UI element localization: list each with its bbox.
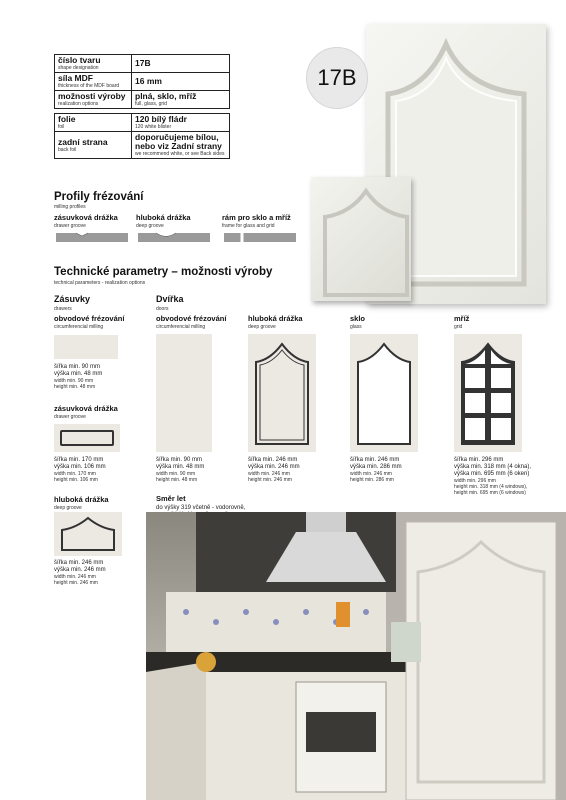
kitchen-photo-art — [146, 512, 566, 800]
doors-sub: doors — [156, 306, 169, 312]
spec-value: doporučujeme bílou, nebo viz Zadní strany — [135, 132, 222, 151]
spec-value: 16 mm — [135, 76, 162, 86]
spec-table — [54, 54, 230, 159]
drawer-size-cz: šířka min. 246 mm výška min. 246 mm — [54, 560, 106, 573]
spec-value-en: we recommend white, or see Back sides — [135, 151, 225, 157]
frame-profile — [222, 230, 298, 244]
drawer-sample-groove — [54, 424, 120, 452]
tech-title: Technické parametry – možnosti výroby — [54, 266, 273, 278]
profile-label: hluboká drážka — [136, 213, 191, 222]
door-sample-deep — [248, 334, 316, 452]
spec-key: folie — [58, 114, 76, 124]
door-size-en: width min. 296 mm height min. 318 mm (4 windows), height min. 695 mm (6 windows) — [454, 478, 528, 496]
door-size-cz: šířka min. 90 mm výška min. 48 mm — [156, 457, 205, 470]
spec-value-en: full, glass, grid — [135, 101, 167, 107]
drawer-sample-deep — [54, 512, 122, 556]
spec-row — [55, 114, 230, 132]
door-sample-plain — [156, 334, 212, 452]
door-sample-glass — [350, 334, 418, 452]
drawer-option-label: hluboká drážka — [54, 495, 109, 504]
drawer-size-en: width min. 90 mm height min. 48 mm — [54, 378, 96, 390]
door-option-label: hluboká drážka — [248, 314, 303, 323]
spec-key-en: realization options — [58, 101, 99, 107]
door-option-sub: deep groove — [248, 324, 276, 330]
drawer-option-label: obvodové frézování — [54, 314, 125, 323]
door-size-en: width min. 90 mm height min. 48 mm — [156, 471, 198, 483]
door-option-sub: circumferencial milling — [156, 324, 206, 330]
drawer-size-cz: šířka min. 170 mm výška min. 106 mm — [54, 457, 106, 470]
drawers-title: Zásuvky — [54, 294, 91, 304]
doors-title: Dvířka — [156, 294, 184, 304]
profile-sub: drawer groove — [54, 223, 86, 229]
drawers-sub: drawers — [54, 306, 72, 312]
spec-key-en: foil — [58, 124, 65, 130]
door-option-sub: glass — [350, 324, 362, 330]
spec-key: číslo tvaru — [58, 55, 101, 65]
profile-sub: frame for glass and grid — [222, 223, 275, 229]
spec-key-en: thickness of the MDF board — [58, 83, 120, 89]
tech-subtitle: technical parameters - realization options — [54, 280, 146, 286]
door-size-cz: šířka min. 246 mm výška min. 286 mm — [350, 457, 402, 470]
door-size-cz: šířka min. 246 mm výška min. 246 mm — [248, 457, 300, 470]
drawer-size-cz: šířka min. 90 mm výška min. 48 mm — [54, 364, 103, 377]
profiles-title: Profily frézování — [54, 191, 144, 203]
kitchen-photo — [146, 512, 566, 800]
door-option-sub: grid — [454, 324, 463, 330]
spec-value: plná, sklo, mříž — [135, 91, 197, 101]
door-sample-grid — [454, 334, 522, 452]
drawer-option-sub: deep groove — [54, 505, 82, 511]
profiles-subtitle: milling profiles — [54, 204, 86, 210]
door-size-cz: šířka min. 296 mm výška min. 318 mm (4 okna), výška min. 695 mm (6 oken) — [454, 457, 532, 477]
spec-key: zadní strana — [58, 136, 108, 147]
drawer-groove-profile — [54, 230, 130, 244]
spec-row — [55, 91, 230, 109]
drawer-size-en: width min. 246 mm height min. 246 mm — [54, 574, 98, 586]
model-badge: 17B — [306, 47, 368, 109]
deep-groove-profile — [136, 230, 212, 244]
spec-value-en: 120 white blister — [135, 124, 172, 130]
door-option-label: sklo — [350, 314, 366, 323]
profile-label: zásuvková drážka — [54, 213, 118, 222]
drawer-option-sub: drawer groove — [54, 414, 86, 420]
door-size-en: width min. 246 mm height min. 286 mm — [350, 471, 394, 483]
drawer-sample-plain — [54, 335, 118, 359]
spec-key: možnosti výroby — [58, 91, 126, 101]
door-option-label: obvodové frézování — [156, 314, 227, 323]
rings-title: Směr let — [156, 494, 186, 503]
drawer-option-label: zásuvková drážka — [54, 404, 118, 413]
profile-sub: deep groove — [136, 223, 164, 229]
spec-key: síla MDF — [58, 73, 93, 83]
spec-row — [55, 73, 230, 91]
door-size-en: width min. 246 mm height min. 246 mm — [248, 471, 292, 483]
spec-row — [55, 55, 230, 73]
door-sample-small — [311, 177, 411, 301]
door-panel-art-small — [311, 177, 411, 301]
spec-key-en: shape designation — [58, 65, 99, 71]
door-option-label: mříž — [454, 314, 470, 323]
spec-key-en: back foil — [58, 146, 77, 153]
drawer-size-en: width min. 170 mm height min. 106 mm — [54, 471, 98, 483]
spec-value: 17B — [135, 58, 151, 68]
rings-text-cz: do výšky 319 včetně - vodorovně, — [156, 505, 246, 511]
spec-value: 120 bílý fládr — [135, 114, 187, 124]
spec-row — [55, 132, 230, 159]
profile-label: rám pro sklo a mříž — [222, 213, 291, 222]
drawer-option-sub: circumferencial milling — [54, 324, 104, 330]
